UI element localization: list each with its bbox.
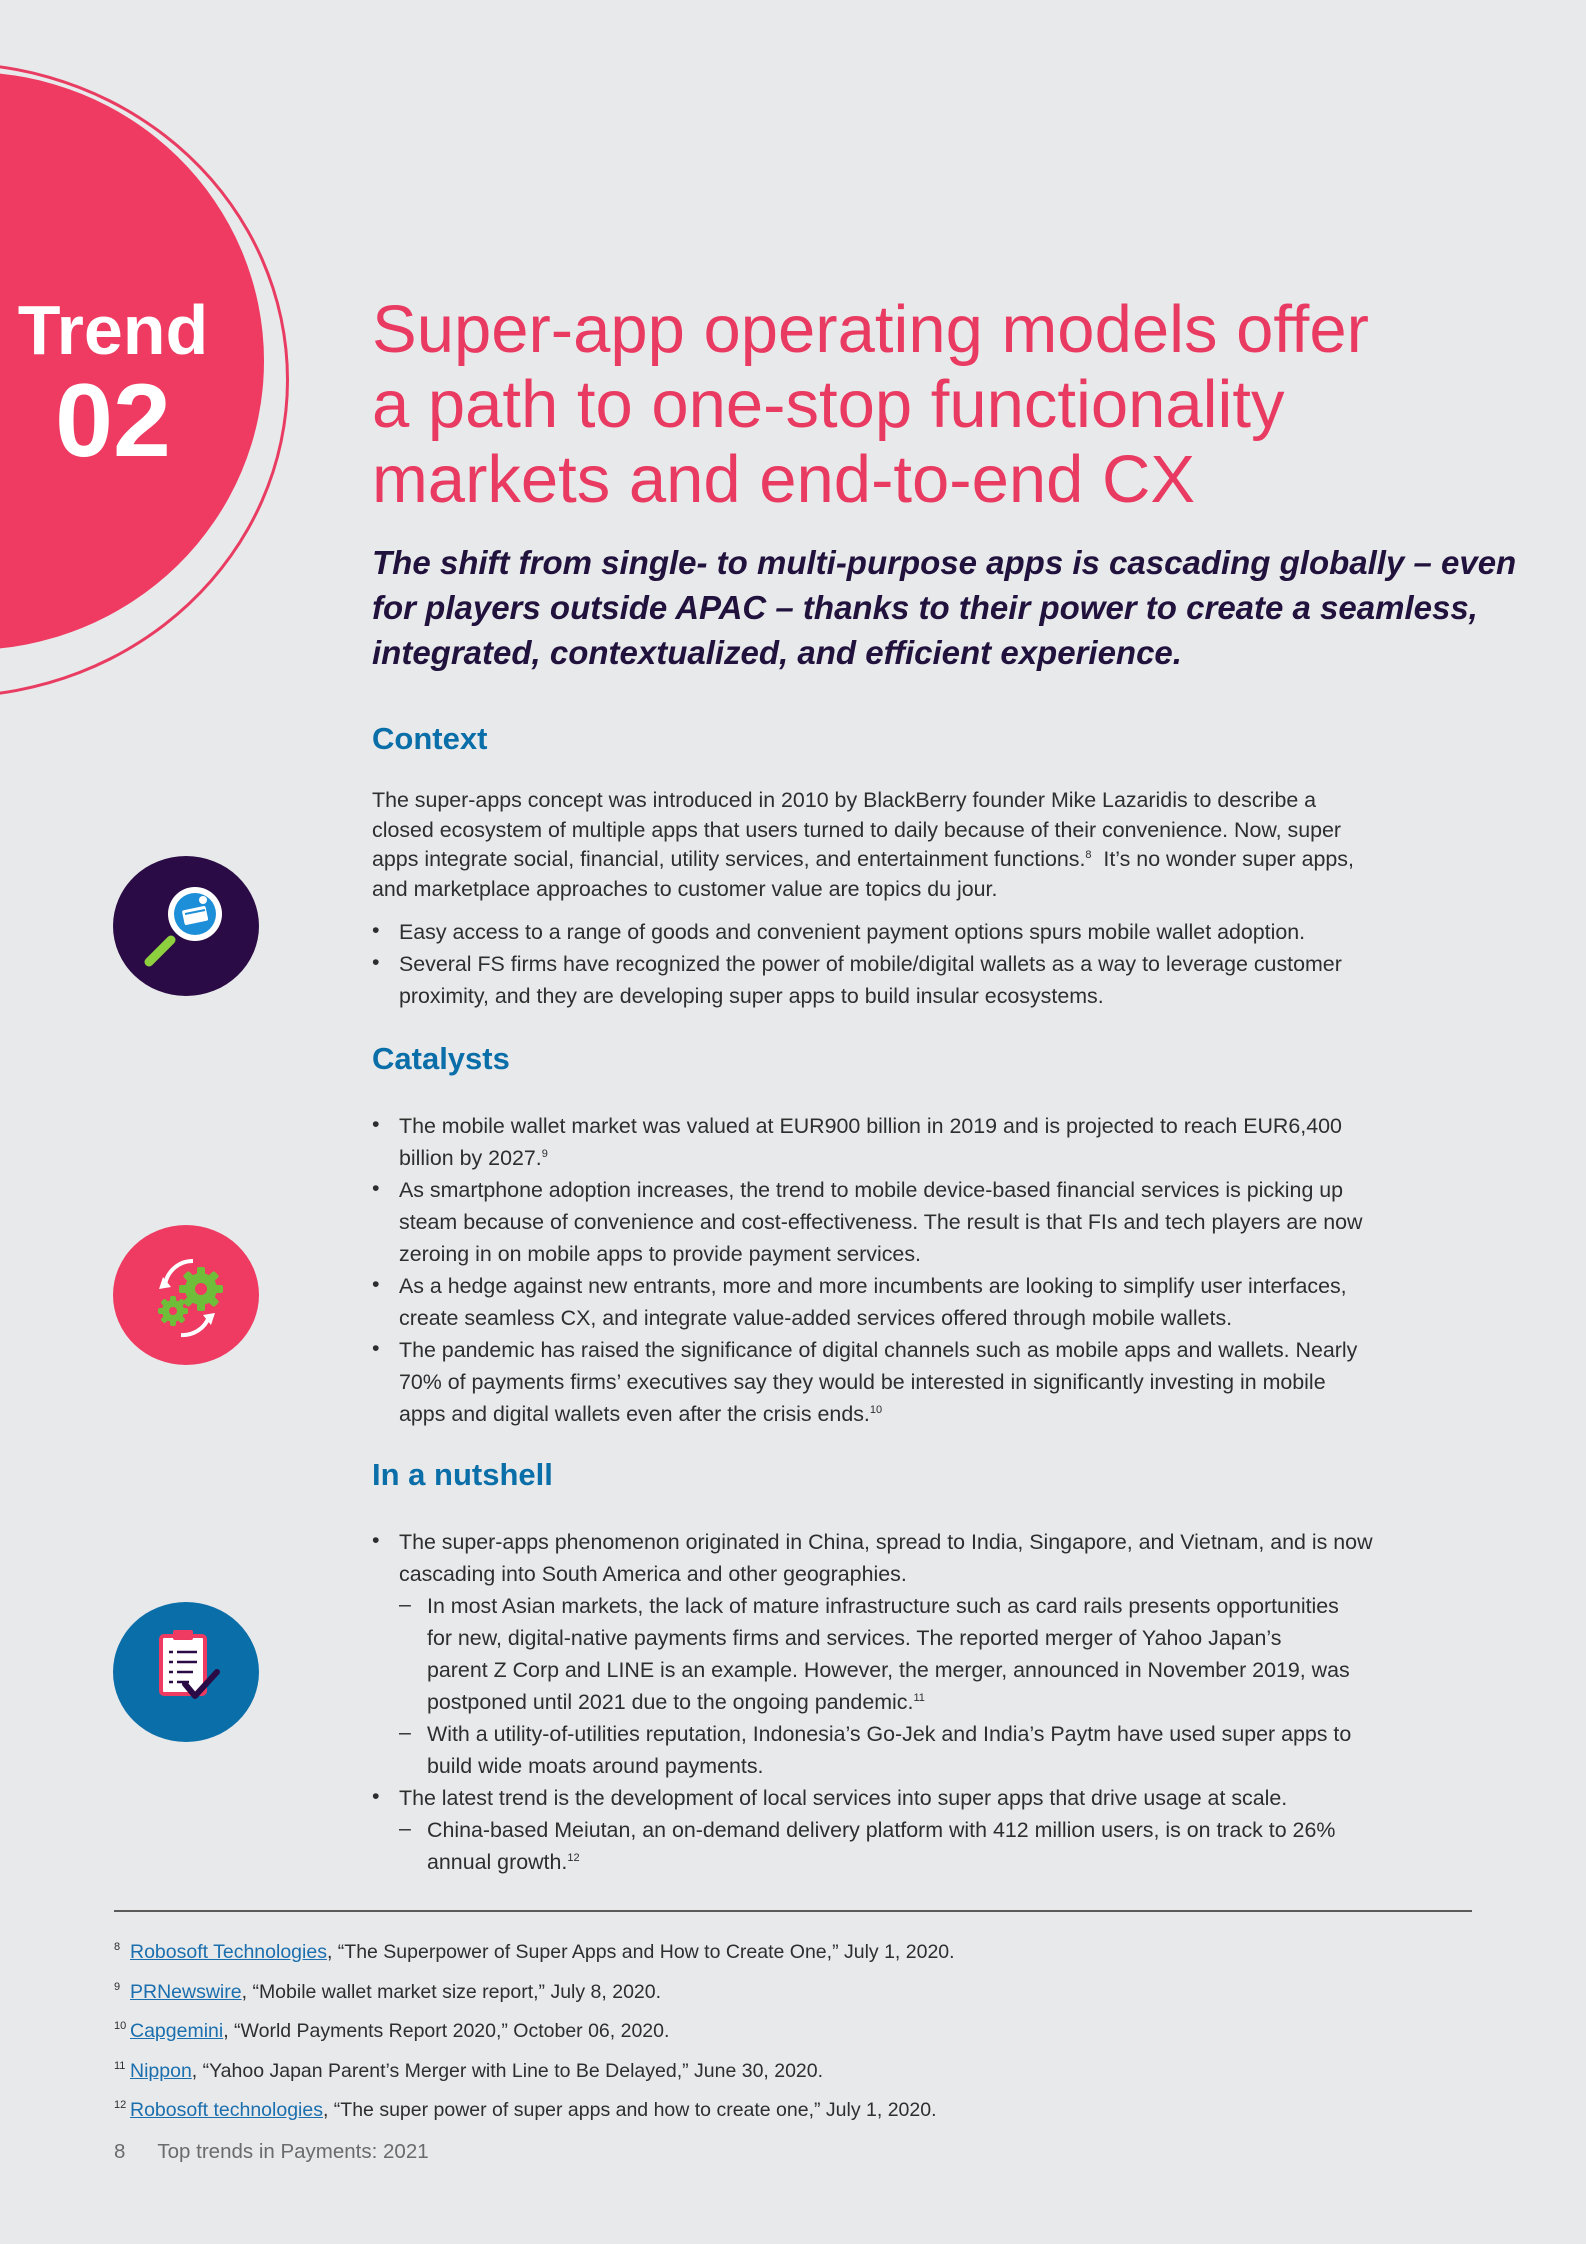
list-item: • The pandemic has raised the significance of digital channels such as mobile apps and wallets. Nearly 70% of payments firms’ executives say they would be interested in significantly investing in mobile apps and digital wallets even after the crisis ends.$^{10}$ <box>372 1334 1492 1430</box>
context-bullets <box>372 916 1492 1012</box>
page-number: 8 <box>114 2140 126 2163</box>
footnote: 8 Robosoft Technologies, “The Superpower of Super Apps and How to Create One,” July 1, 2020. <box>114 1941 955 1963</box>
list-item: • As a hedge against new entrants, more and more incumbents are looking to simplify user interfaces, create seamless CX, and integrate value-added services offered through mobile wallets. <box>372 1270 1492 1334</box>
footnote-ref: 11 <box>913 1692 925 1704</box>
trend-label: Trend <box>17 291 209 369</box>
nutshell-bullets <box>372 1526 1492 1878</box>
footnote-link[interactable]: Capgemini <box>130 2020 224 2042</box>
document-title: Top trends in Payments: 2021 <box>157 2140 429 2163</box>
clipboard-check-icon <box>113 1602 259 1742</box>
list-item: • Easy access to a range of goods and convenient payment options spurs mobile wallet adoption. <box>372 916 1492 948</box>
footnote-ref: 9 <box>541 1148 548 1160</box>
magnifier-icon <box>113 856 259 996</box>
footnote: 11 Nippon, “Yahoo Japan Parent’s Merger with Line to Be Delayed,” June 30, 2020. <box>114 2059 824 2082</box>
page-title: Super-app operating models offer a path to one-stop functionality markets and end-to-end CX <box>372 292 1369 517</box>
footnote-ref: 8 <box>1085 849 1092 861</box>
footnote: 10 Capgemini, “World Payments Report 2020,” October 06, 2020. <box>114 2020 670 2042</box>
list-item: • As smartphone adoption increases, the trend to mobile device-based financial services is picking up steam because of convenience and cost-effectiveness. The result is that FIs and tech players are now zeroing in on mobile apps to provide payment services. <box>372 1174 1492 1270</box>
trend-number: 02 <box>55 363 171 479</box>
list-item: • The latest trend is the development of local services into super apps that drive usage at scale. <box>372 1782 1492 1814</box>
footnote-link[interactable]: PRNewswire <box>130 1980 242 2003</box>
catalysts-heading: Catalysts <box>372 1041 510 1076</box>
list-item: – In most Asian markets, the lack of mature infrastructure such as card rails presents opportunities for new, digital-native payments firms and services. The reported merger of Yahoo Japan’s parent Z Corp and LINE is an example. However, the merger, announced in November 2019, was postponed until 2021 due to the ongoing pandemic.$^{11}$ <box>372 1590 1492 1718</box>
list-item: – China-based Meiutan, an on-demand delivery platform with 412 million users, is on track to 26% annual growth.$^{12}$ <box>372 1814 1492 1878</box>
gears-icon <box>113 1225 259 1365</box>
page-footer <box>114 2140 429 2164</box>
list-item: • The mobile wallet market was valued at EUR900 billion in 2019 and is projected to reach EUR6,400 billion by 2027.$^9$ <box>372 1110 1492 1174</box>
nutshell-heading: In a nutshell <box>372 1457 553 1492</box>
footnote-link[interactable]: Robosoft Technologies <box>130 1941 327 1963</box>
footnotes <box>114 1930 1414 2128</box>
list-item: • The super-apps phenomenon originated in China, spread to India, Singapore, and Vietnam, and is now cascading into South America and other geographies. <box>372 1526 1492 1590</box>
footnote-ref: 12 <box>567 1852 580 1864</box>
context-heading: Context <box>372 721 488 756</box>
page-subtitle: The shift from single- to multi-purpose apps is cascading globally – even for players outside APAC – thanks to their power to create a seamless, integrated, contextualized, and efficient experience. <box>372 544 1517 671</box>
footnote-divider <box>114 1910 1472 1912</box>
list-item: – With a utility-of-utilities reputation, Indonesia’s Go-Jek and India’s Paytm have used super apps to build wide moats around payments. <box>372 1718 1492 1782</box>
context-paragraph: The super-apps concept was introduced in 2010 by BlackBerry founder Mike Lazaridis to describe a closed ecosystem of multiple apps that users turned to daily because of their convenience. Now, super apps integrate social, financial, utility services, and entertainment functions.$^8$ It’s no wonder super apps, and marketplace approaches to customer value are topics du jour. <box>372 788 1354 901</box>
footnote: 9 PRNewswire, “Mobile wallet market size report,” July 8, 2020. <box>114 1980 662 2003</box>
footnote-link[interactable]: Robosoft technologies <box>130 2099 323 2121</box>
catalysts-bullets <box>372 1110 1492 1430</box>
list-item: • Several FS firms have recognized the power of mobile/digital wallets as a way to leverage customer proximity, and they are developing super apps to build insular ecosystems. <box>372 948 1492 1012</box>
footnote-link[interactable]: Nippon <box>130 2059 192 2082</box>
footnote: 12 Robosoft technologies, “The super power of super apps and how to create one,” July 1, 2020. <box>114 2099 937 2121</box>
footnote-ref: 10 <box>869 1404 883 1416</box>
